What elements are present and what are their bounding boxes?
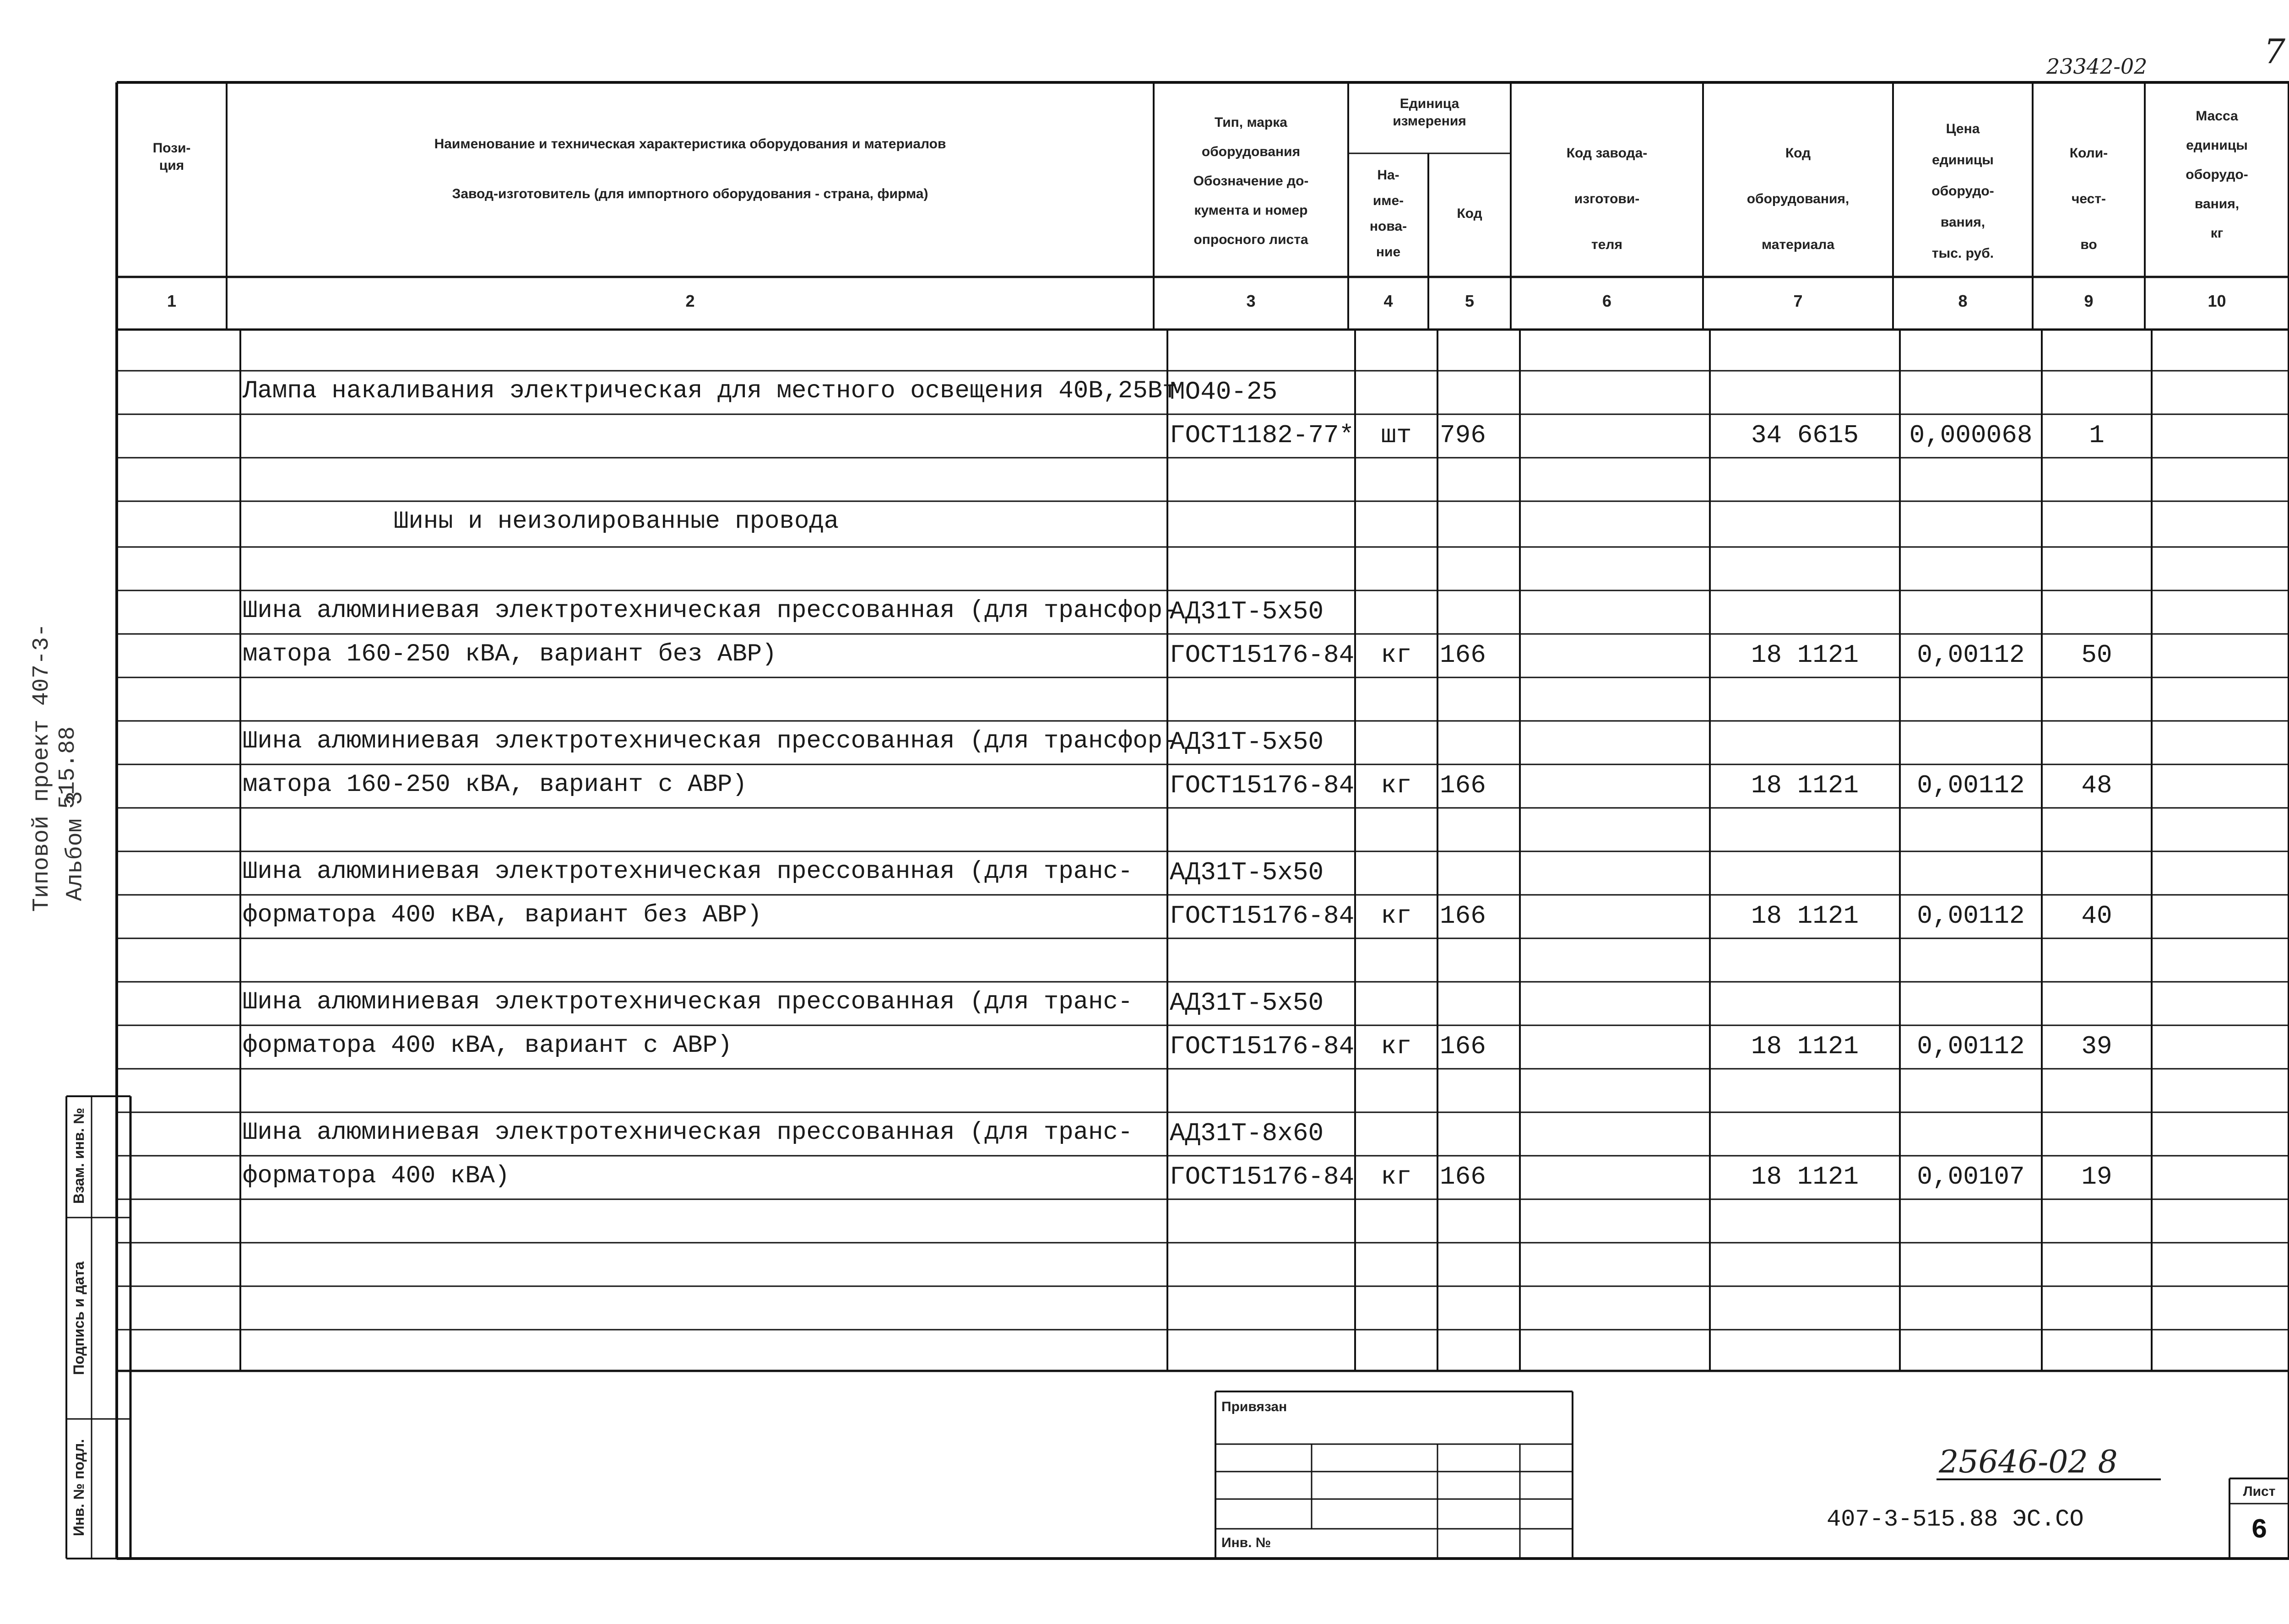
table-cell-qty: 48 xyxy=(2081,771,2112,800)
side-stamp-original-inv: Инв. № подл. xyxy=(71,1439,87,1537)
sheet-label: Лист xyxy=(2243,1484,2276,1499)
table-cell-unit: кг xyxy=(1381,771,1412,800)
table-cell-name: форматора 400 кВА, вариант с АВР) xyxy=(243,1032,732,1060)
table-cell-qty: 50 xyxy=(2081,640,2112,670)
table-cell-price: 0,00112 xyxy=(1917,771,2025,800)
table-cell-price: 0,00112 xyxy=(1917,640,2025,670)
header-material-code: Код оборудования, материала xyxy=(1747,146,1850,252)
header-factory-code: Код заводa- изготови- теля xyxy=(1566,146,1648,252)
table-cell-mat: 18 1121 xyxy=(1751,771,1859,800)
table-cell-type: АД31Т-5х50 xyxy=(1170,597,1324,626)
side-stamp-signature-date: Подпись и дата xyxy=(71,1261,87,1375)
table-cell-name: матора 160-250 кВА, вариант с АВР) xyxy=(243,771,747,799)
table-cell-price: 0,000068 xyxy=(1909,421,2033,450)
header-unit-name: На- име- нова- ние xyxy=(1369,168,1407,260)
table-cell-price: 0,00112 xyxy=(1917,901,2025,931)
table-cell-price: 0,00107 xyxy=(1917,1162,2025,1191)
table-cell-code: 166 xyxy=(1440,1162,1486,1191)
document-code: 407-3-515.88 ЭС.СО xyxy=(1827,1506,2084,1533)
header-name-line1: Наименование и техническая характеристика оборудования и материалов xyxy=(434,136,946,152)
table-cell-name: форматора 400 кВА, вариант без АВР) xyxy=(243,901,762,929)
table-cell-type: АД31Т-5х50 xyxy=(1170,858,1324,887)
table-cell-code: 166 xyxy=(1440,640,1486,670)
table-cell-name: форматора 400 кВА) xyxy=(243,1162,510,1190)
table-cell-mat: 18 1121 xyxy=(1751,1032,1859,1061)
attached-label: Привязан xyxy=(1221,1399,1287,1414)
sheet-top-code: 23342-02 xyxy=(2046,54,2148,79)
table-cell-mat: 18 1121 xyxy=(1751,901,1859,931)
table-cell-type: ГОСТ1182-77* xyxy=(1170,421,1355,450)
table-cell-type: ГОСТ15176-84 xyxy=(1170,771,1355,800)
table-cell-type: АД31Т-5х50 xyxy=(1170,988,1324,1018)
col-number: 9 xyxy=(2084,292,2094,310)
table-cell-type: ГОСТ15176-84 xyxy=(1170,901,1355,931)
table-cell-unit: шт xyxy=(1381,421,1412,450)
header-quantity: Коли- чест- во xyxy=(2069,146,2108,252)
sheet-number: 6 xyxy=(2251,1515,2267,1546)
table-cell-qty: 1 xyxy=(2089,421,2105,450)
table-cell-name: Лампа накаливания электрическая для местного освещения 40В,25Вт xyxy=(243,377,1177,405)
col-number: 10 xyxy=(2208,292,2226,310)
table-cell-mat: 34 6615 xyxy=(1751,421,1859,450)
table-cell-name: Шина алюминиевая электротехническая прессованная (для трансфор- xyxy=(243,727,1177,755)
table-cell-unit: кг xyxy=(1381,901,1412,931)
header-mass: Масса единицы оборудо- вания, кг xyxy=(2186,108,2248,241)
header-unit-code: Код xyxy=(1457,206,1482,221)
table-cell-type: АД31Т-5х50 xyxy=(1170,727,1324,757)
table-cell-name: Шина алюминиевая электротехническая прессованная (для транс- xyxy=(243,858,1133,886)
table-cell-code: 166 xyxy=(1440,771,1486,800)
col-number: 4 xyxy=(1383,292,1393,310)
table-cell-unit: кг xyxy=(1381,1032,1412,1061)
header-name-line2: Завод-изготовитель (для импортного оборудования - страна, фирма) xyxy=(452,186,928,201)
side-stamp-replaced-inv: Взам. инв. № xyxy=(71,1108,87,1204)
header-type: Тип, марка оборудования Обозначение до- кумента и номер опросного листа xyxy=(1193,115,1309,247)
side-project-title: Типовой проект 407-3-515.88 xyxy=(29,623,81,912)
table-cell-type: ГОСТ15176-84 xyxy=(1170,1032,1355,1061)
table-cell-code: 166 xyxy=(1440,1032,1486,1061)
table-cell-unit: кг xyxy=(1381,1162,1412,1191)
table-cell-type: АД31Т-8х60 xyxy=(1170,1119,1324,1148)
table-cell-code: 166 xyxy=(1440,901,1486,931)
col-number: 3 xyxy=(1246,292,1256,310)
header-unit-group: Единица измерения xyxy=(1393,96,1466,129)
sheet-top-number: 7 xyxy=(2264,32,2286,71)
table-cell-price: 0,00112 xyxy=(1917,1032,2025,1061)
col-number: 2 xyxy=(685,292,695,310)
inventory-label: Инв. № xyxy=(1221,1535,1271,1550)
table-cell-name: матора 160-250 кВА, вариант без АВР) xyxy=(243,640,777,668)
table-cell-mat: 18 1121 xyxy=(1751,1162,1859,1191)
handwritten-archive-number: 25646-02 8 xyxy=(1939,1444,2118,1480)
table-cell-code: 796 xyxy=(1440,421,1486,450)
col-number: 8 xyxy=(1958,292,1968,310)
table-cell-name: Шина алюминиевая электротехническая прессованная (для транс- xyxy=(243,988,1133,1016)
table-cell-type: МО40-25 xyxy=(1170,377,1278,406)
col-number: 1 xyxy=(167,292,177,310)
table-cell-name: Шины и неизолированные провода xyxy=(394,508,839,536)
header-price: Цена единицы оборудо- вания, тыс. руб. xyxy=(1931,121,1994,261)
table-cell-type: ГОСТ15176-84 xyxy=(1170,640,1355,670)
table-cell-qty: 40 xyxy=(2081,901,2112,931)
table-cell-qty: 19 xyxy=(2081,1162,2112,1191)
header-position: Пози- ция xyxy=(152,141,191,173)
table-cell-unit: кг xyxy=(1381,640,1412,670)
col-number: 7 xyxy=(1793,292,1803,310)
table-cell-name: Шина алюминиевая электротехническая прессованная (для трансфор- xyxy=(243,597,1177,625)
table-cell-qty: 39 xyxy=(2081,1032,2112,1061)
table-cell-mat: 18 1121 xyxy=(1751,640,1859,670)
col-number: 6 xyxy=(1602,292,1612,310)
table-cell-type: ГОСТ15176-84 xyxy=(1170,1162,1355,1191)
col-number: 5 xyxy=(1465,292,1475,310)
table-cell-name: Шина алюминиевая электротехническая прессованная (для транс- xyxy=(243,1119,1133,1147)
side-album: Альбом 3 xyxy=(62,791,89,901)
